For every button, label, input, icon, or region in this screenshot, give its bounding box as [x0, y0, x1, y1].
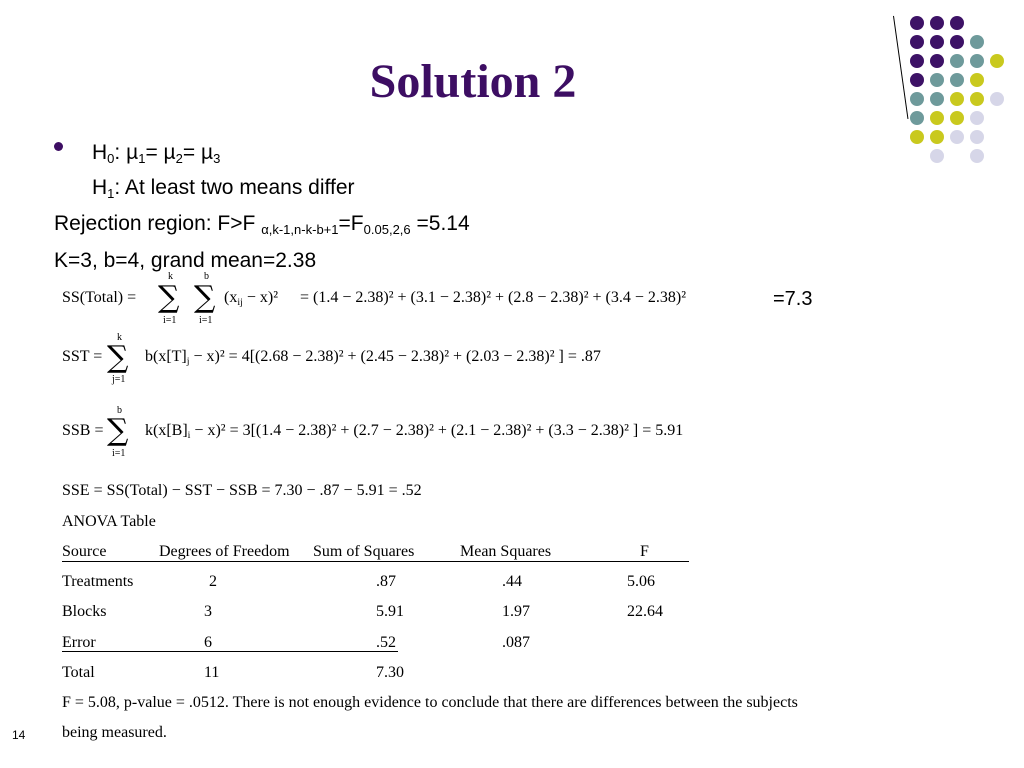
table-cell: 5.91 [376, 603, 404, 620]
header-underline [62, 561, 689, 562]
ss-total-result: =7.3 [773, 288, 813, 310]
dot [910, 130, 924, 144]
sum-lower-limit: j=1 [112, 374, 126, 385]
dot [990, 54, 1004, 68]
sst-lhs: SST = [62, 348, 103, 365]
summation-icon: ∑ [194, 280, 216, 315]
table-cell: .44 [502, 573, 522, 590]
sum-lower-limit: i=1 [112, 448, 126, 459]
anova-caption: ANOVA Table [62, 513, 156, 530]
dot [970, 92, 984, 106]
dot [950, 130, 964, 144]
dot [970, 149, 984, 163]
conclusion-line-2: being measured. [62, 724, 167, 741]
table-cell: Blocks [62, 603, 107, 620]
anova-header-ms: Mean Squares [460, 543, 552, 560]
ssb-expansion: $k(x[B]_i - x)^2 = 3[(1.4 - 2.38)^2 + (2.7 - 2.38)^2 + (2.1 - 2.38)^2 + (3.3 - 2.38)^2$ ] = 5.91 [145, 422, 684, 441]
table-cell: 1.97 [502, 603, 530, 620]
dot [970, 130, 984, 144]
table-cell: .087 [502, 634, 530, 651]
dot [930, 111, 944, 125]
table-cell: 22.64 [627, 603, 663, 620]
dot [910, 35, 924, 49]
dot [910, 111, 924, 125]
anova-header-df: Degrees of Freedom [159, 543, 290, 560]
dot [950, 54, 964, 68]
table-cell: Treatments [62, 573, 134, 590]
page-number: 14 [12, 728, 26, 742]
table-cell: 11 [204, 664, 220, 681]
sum-upper-limit: b [117, 405, 122, 416]
alternative-hypothesis: $H_1$: At least two means differ [92, 176, 355, 201]
table-cell: 6 [204, 634, 212, 651]
summation-icon: ∑ [107, 413, 129, 448]
sum-upper-limit: k [117, 332, 122, 343]
null-hypothesis: $H_0$: µ$_1$= µ$_2$= µ$_3$ [92, 141, 221, 166]
anova-header-ss: Sum of Squares [313, 543, 415, 560]
sum-lower-limit: i=1 [199, 315, 213, 326]
dot [930, 16, 944, 30]
dot [950, 92, 964, 106]
dot [970, 54, 984, 68]
rejection-region: Rejection region: F>F $_{\alpha,k-1,n-k-b+1}=F_{0.05,2,6} =5.14$ [54, 212, 470, 237]
table-cell: 5.06 [627, 573, 655, 590]
ssb-lhs: SSB = [62, 422, 104, 439]
table-cell: 7.30 [376, 664, 404, 681]
summation-icon: ∑ [107, 340, 129, 375]
sum-lower-limit: i=1 [163, 315, 177, 326]
table-cell: Error [62, 634, 96, 651]
sum-upper-limit: k [168, 271, 173, 282]
sst-expansion: $b(x[T]_j - x)^2 = 4[(2.68 - 2.38)^2 + (2.45 - 2.38)^2 + (2.03 - 2.38)^2$ ] = .87 [145, 348, 601, 367]
dot [930, 149, 944, 163]
dot [970, 111, 984, 125]
parameters-line: K=3, b=4, grand mean=2.38 [54, 249, 317, 272]
dot [950, 73, 964, 87]
anova-header-f: F [640, 543, 649, 560]
ss-total-lhs: SS(Total) = [62, 289, 137, 306]
table-cell: .87 [376, 573, 396, 590]
dot [930, 35, 944, 49]
dot [950, 35, 964, 49]
table-cell: 2 [209, 573, 217, 590]
summation-icon: ∑ [158, 280, 180, 315]
table-cell: .52 [376, 634, 396, 651]
dot [990, 92, 1004, 106]
table-cell: 3 [204, 603, 212, 620]
sse-equation: SSE = SS(Total) − SST − SSB = 7.30 − .87 − 5.91 = .52 [62, 482, 422, 499]
sum-upper-limit: b [204, 271, 209, 282]
dot [930, 130, 944, 144]
anova-header-source: Source [62, 543, 107, 560]
table-cell: Total [62, 664, 95, 681]
dot [950, 16, 964, 30]
slide-title: Solution 2 [369, 55, 577, 108]
conclusion-line-1: F = 5.08, p-value = .0512. There is not enough evidence to conclude that there are differences between the subjects [62, 694, 798, 711]
dot [910, 16, 924, 30]
dot [970, 73, 984, 87]
dot [950, 111, 964, 125]
error-row-underline [62, 651, 398, 652]
bullet-icon [54, 142, 63, 151]
ss-total-expansion: = (1.4 − 2.38)² + (3.1 − 2.38)² + (2.8 − 2.38)² + (3.4 − 2.38)² [300, 289, 686, 306]
dot [970, 35, 984, 49]
ss-total-body: $(x_{ij} - x)^2$ [224, 289, 278, 308]
